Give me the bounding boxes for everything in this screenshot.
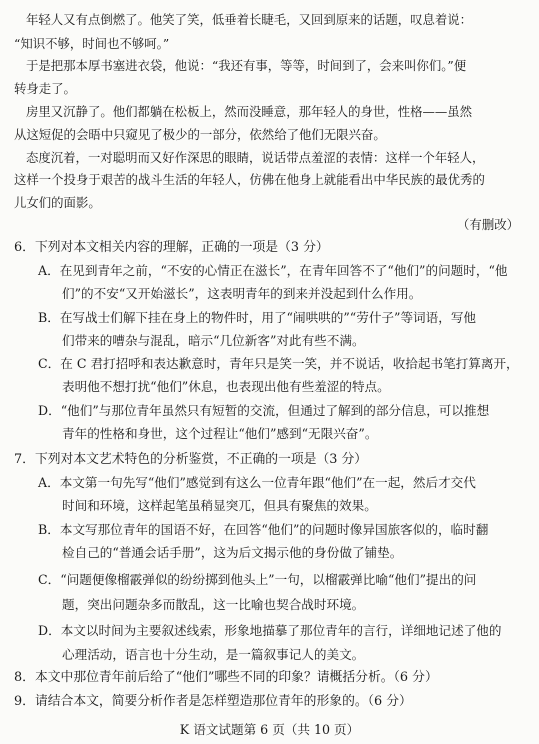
question-6-option-b-cont: 们带来的嘈杂与混乱，暗示“几位新客”对此有些不满。 [62, 333, 365, 348]
question-7-option-c-cont: 题，突出问题杂多而散乱，这一比喻也契合战时环境。 [62, 597, 365, 612]
passage-line: 年轻人又有点倒燃了。他笑了笑，低垂着长睫毛，又回到原来的话题，叹息着说： [26, 12, 473, 27]
question-7-option-a-cont: 时间和环境，这样起笔虽稍显突兀，但具有聚焦的效果。 [62, 498, 377, 513]
question-6-option-c-cont: 表明他不想打扰“他们”休息，也表现出他有些羞涩的特点。 [62, 379, 390, 394]
passage-line: 这样一个投身于艰苦的战斗生活的年轻人，仿佛在他身上就能看出中华民族的最优秀的 [14, 172, 485, 187]
passage-line: 于是把那本厚书塞进衣袋，他说：“我还有事，等等，时间到了，会来叫你们。”便 [26, 58, 467, 73]
question-7-option-a: A．本文第一句先写“他们”感觉到有这么一位青年跟“他们”在一起，然后才交代 [38, 475, 476, 490]
question-6-option-c: C．在 C 君打招呼和表达歉意时，青年只是笑一笑，并不说话，收拾起书笔打算离开， [38, 356, 519, 371]
question-6-option-d-cont: 青年的性格和身世，这个过程让“他们”感到“无限兴奋”。 [62, 426, 378, 441]
passage-line: 转身走了。 [14, 81, 76, 96]
question-6-option-a-cont: 们”的不安“又开始滋长”，这表明青年的到来并没起到什么作用。 [62, 286, 422, 301]
question-7-option-d: D．本文以时间为主要叙述线索，形象地描摹了那位青年的言行，详细地记述了他的 [38, 623, 502, 638]
passage-line: “知识不够，时间也不够呵。” [14, 36, 170, 51]
question-6-option-d: D．“他们”与那位青年虽然只有短暂的交流，但通过了解到的部分信息，可以推想 [38, 403, 490, 418]
question-7-stem: 7．下列对本文艺术特色的分析鉴赏，不正确的一项是（3 分） [14, 452, 368, 467]
question-6-option-b: B．在写战士们解下挂在身上的物件时，用了“闹哄哄的”“劳什子”等词语，写他 [38, 310, 477, 325]
passage-line: 儿女们的面影。 [14, 195, 101, 210]
question-7-option-d-cont: 心理活动，语言也十分生动，是一篇叙事记人的美文。 [62, 647, 365, 662]
question-9-stem: 9．请结合本文，简要分析作者是怎样塑造那位青年的形象的。（6 分） [14, 694, 412, 709]
question-8-stem: 8．本文中那位青年前后给了“他们”哪些不同的印象？请概括分析。（6 分） [14, 670, 438, 685]
passage-line: 从这短促的会晤中只窥见了极少的一部分，依然给了他们无限兴奋。 [14, 127, 386, 142]
question-6-stem: 6．下列对本文相关内容的理解，正确的一项是（3 分） [14, 240, 329, 255]
question-7-option-b-cont: 检自己的“普通会话手册”，这为后文揭示他的身份做了铺垫。 [62, 545, 403, 560]
question-6-option-a: A．在见到青年之前，“不安的心情正在滋长”，在青年回答不了“他们”的问题时，“他 [38, 263, 508, 278]
question-7-option-c: C．“问题便像榴霰弹似的纷纷掷到他头上”一句，以榴霰弹比喻“他们”提出的问 [38, 572, 477, 587]
question-7-option-b: B．本文写那位青年的国语不好，在回答“他们”的问题时像异国旅客似的，临时翻 [38, 522, 489, 537]
page-footer: K 语文试题第 6 页（共 10 页） [179, 722, 360, 737]
passage-line: 房里又沉静了。他们都躺在松板上，然而没睡意，那年轻人的身世，性格——虽然 [26, 104, 473, 119]
passage-line: 态度沉着，一对聪明而又好作深思的眼睛，说话带点羞涩的表情：这样一个年轻人， [26, 150, 485, 165]
source-note: （有删改） [457, 217, 519, 232]
